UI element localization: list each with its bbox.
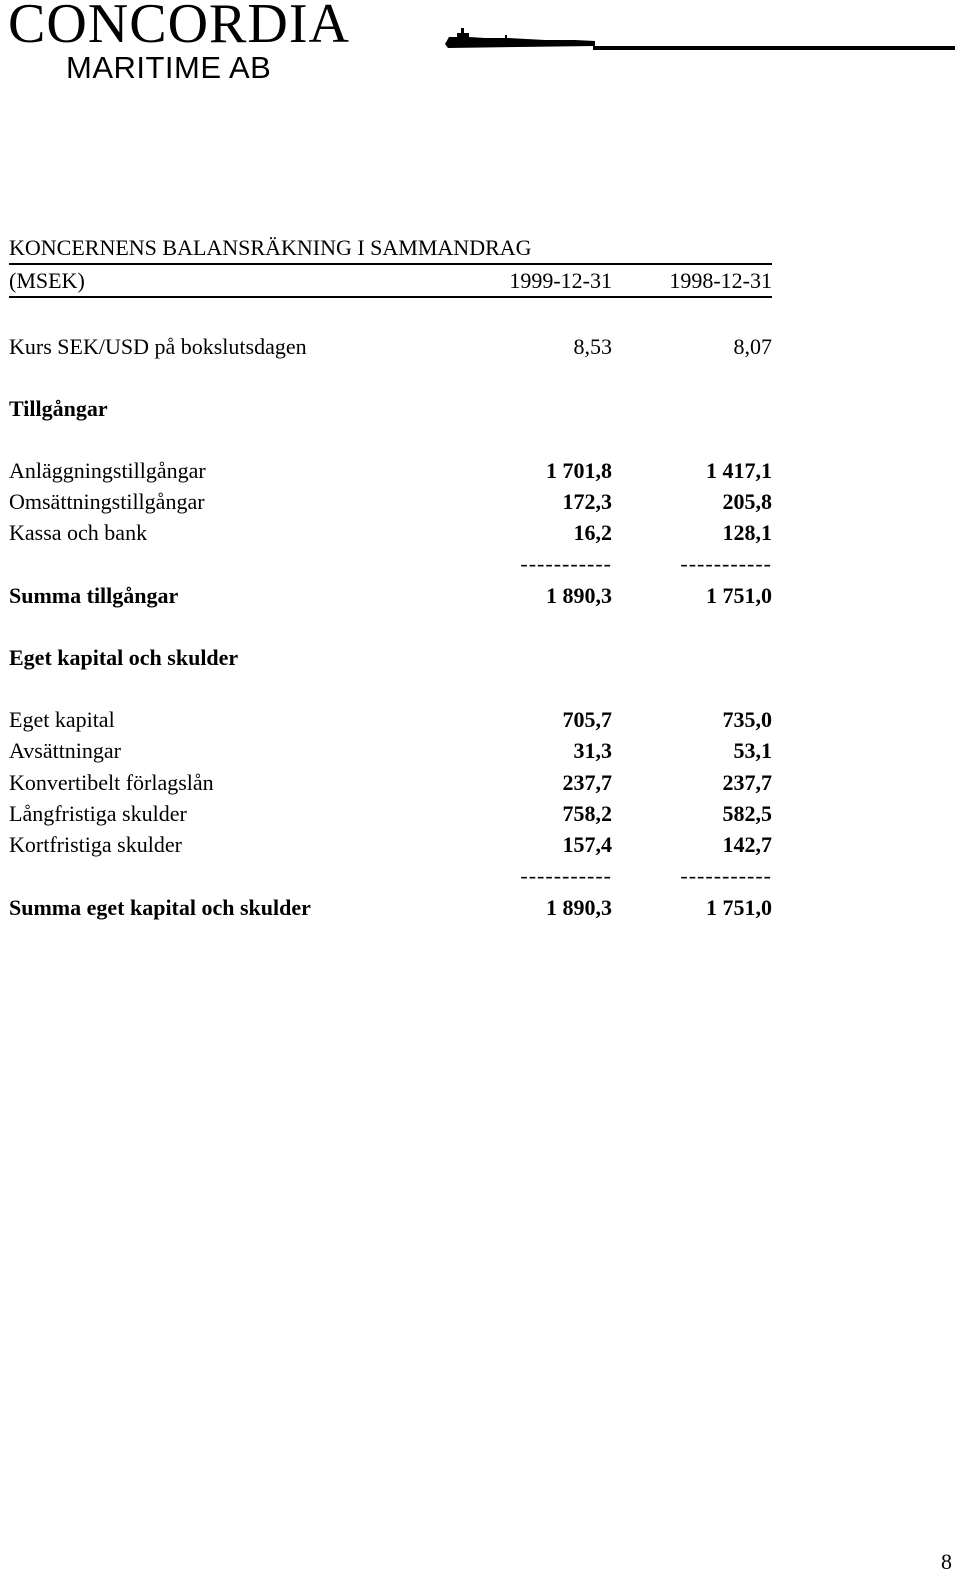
separator-row bbox=[9, 861, 772, 891]
row-label: Avsättningar bbox=[9, 738, 122, 763]
row-label: Konvertibelt förlagslån bbox=[9, 770, 214, 795]
table-row bbox=[9, 799, 772, 829]
title-rule bbox=[9, 263, 772, 265]
column-header-row bbox=[9, 266, 772, 296]
row-value-1999: 16,2 bbox=[573, 520, 612, 545]
ship-icon bbox=[445, 24, 595, 50]
separator-row bbox=[9, 549, 772, 579]
row-value-1998: 128,1 bbox=[722, 520, 772, 545]
row-value-1998: 53,1 bbox=[733, 738, 772, 763]
table-row bbox=[9, 487, 772, 517]
row-value-1998: 735,0 bbox=[722, 707, 772, 732]
equity-total-label: Summa eget kapital och skulder bbox=[9, 895, 311, 920]
assets-total-label: Summa tillgångar bbox=[9, 583, 179, 608]
equity-total-row bbox=[9, 893, 772, 923]
row-value-1999: 237,7 bbox=[562, 770, 612, 795]
row-value-1999: 157,4 bbox=[562, 832, 612, 857]
exchange-rate-row bbox=[9, 332, 772, 362]
row-label: Långfristiga skulder bbox=[9, 801, 187, 826]
equity-total-1998: 1 751,0 bbox=[706, 895, 772, 920]
row-value-1999: 758,2 bbox=[562, 801, 612, 826]
assets-total-1999: 1 890,3 bbox=[546, 583, 612, 608]
table-row bbox=[9, 830, 772, 860]
exchange-rate-label: Kurs SEK/USD på bokslutsdagen bbox=[9, 334, 307, 359]
company-subtitle: MARITIME AB bbox=[66, 50, 272, 85]
company-logo-text: CONCORDIA bbox=[8, 0, 350, 55]
row-label: Anläggningstillgångar bbox=[9, 458, 206, 483]
assets-total-row bbox=[9, 581, 772, 611]
equity-heading: Eget kapital och skulder bbox=[9, 645, 239, 670]
row-label: Eget kapital bbox=[9, 707, 115, 732]
table-row bbox=[9, 518, 772, 548]
row-label: Omsättningstillgångar bbox=[9, 489, 205, 514]
exchange-rate-1999: 8,53 bbox=[573, 334, 612, 359]
row-value-1999: 172,3 bbox=[562, 489, 612, 514]
assets-total-1998: 1 751,0 bbox=[706, 583, 772, 608]
row-value-1998: 1 417,1 bbox=[706, 458, 772, 483]
row-value-1999: 31,3 bbox=[573, 738, 612, 763]
table-row bbox=[9, 705, 772, 735]
page-number: 8 bbox=[941, 1549, 952, 1574]
table-row bbox=[9, 456, 772, 486]
row-value-1998: 142,7 bbox=[722, 832, 772, 857]
separator-1998: ----------- bbox=[680, 551, 772, 576]
table-row bbox=[9, 736, 772, 766]
row-value-1998: 582,5 bbox=[722, 801, 772, 826]
assets-heading: Tillgångar bbox=[9, 396, 108, 421]
row-label: Kortfristiga skulder bbox=[9, 832, 182, 857]
column-1998-header: 1998-12-31 bbox=[669, 268, 772, 293]
equity-heading-row bbox=[9, 643, 772, 673]
equity-total-1999: 1 890,3 bbox=[546, 895, 612, 920]
row-value-1999: 705,7 bbox=[562, 707, 612, 732]
header-underline bbox=[9, 296, 772, 298]
row-value-1998: 205,8 bbox=[722, 489, 772, 514]
assets-heading-row bbox=[9, 394, 772, 424]
separator-1999: ----------- bbox=[520, 551, 612, 576]
table-row bbox=[9, 768, 772, 798]
row-value-1999: 1 701,8 bbox=[546, 458, 612, 483]
row-label: Kassa och bank bbox=[9, 520, 148, 545]
unit-label: (MSEK) bbox=[9, 268, 85, 293]
separator-1998: ----------- bbox=[680, 863, 772, 888]
header-rule bbox=[593, 46, 955, 50]
row-value-1998: 237,7 bbox=[722, 770, 772, 795]
title-row bbox=[9, 233, 772, 263]
separator-1999: ----------- bbox=[520, 863, 612, 888]
exchange-rate-1998: 8,07 bbox=[733, 334, 772, 359]
statement-title: KONCERNENS BALANSRÄKNING I SAMMANDRAG bbox=[9, 235, 532, 260]
column-1999-header: 1999-12-31 bbox=[509, 268, 612, 293]
